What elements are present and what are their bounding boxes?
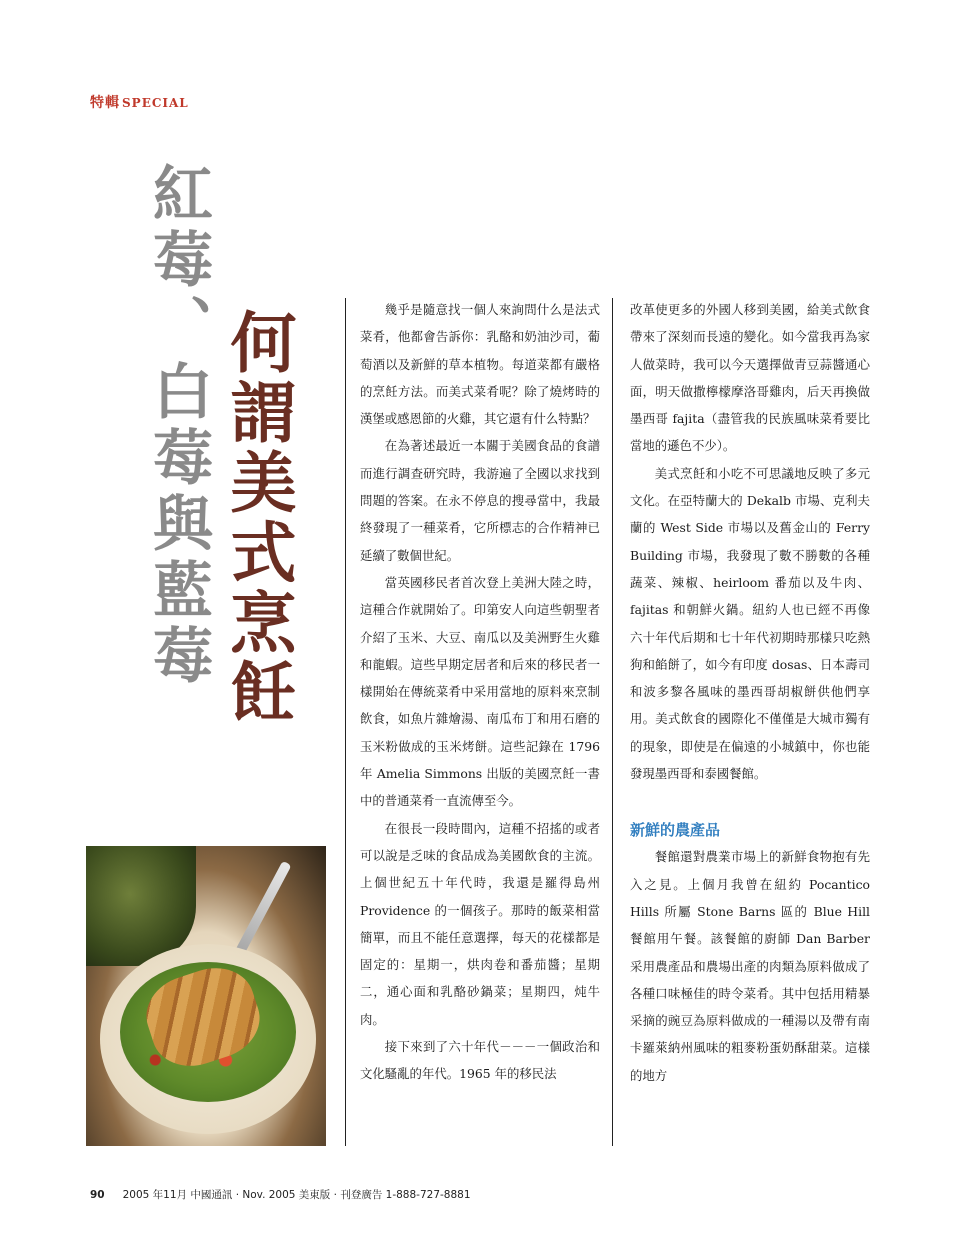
paragraph: 在很長一段時間內，這種不招搖的或者可以說是乏味的食品成為美國飲食的主流。上個世紀五十年代時，我還是羅得島州 Providence 的一個孩子。那時的飯菜相當簡單，而且不能任意選擇，每天的花樣都是固定的：星期一，烘肉卷和番茄醬；星期二，通心面和乳酪砂鍋菜；星期四，炖牛肉。: [360, 820, 600, 1027]
paragraph: 改革使更多的外國人移到美國，給美式飲食帶來了深刻而長遠的變化。如今當我再為家人做菜時，我可以今天選擇做青豆蒜醬通心面，明天做撒檸檬摩洛哥雞肉，后天再換做墨西哥 fajita（盡管我的民族風味菜肴要比當地的遜色不少）。: [630, 302, 870, 454]
food-photo: [86, 846, 326, 1146]
paragraph: 餐館還對農業市場上的新鮮食物抱有先入之見。上個月我曾在紐約 Pocantico Hills 所屬 Stone Barns 區的 Blue Hill 餐館用午餐。該餐館的廚師 Dan Barber 采用農產品和農場出產的肉類為原料做成了各種口味極佳的時令菜肴。其中包括用精暴采摘的豌豆為原料做成的一種湯以及帶有南卡羅萊納州風味的粗麥粉蛋奶酥甜菜。這樣的地方: [630, 849, 870, 1083]
article-column-2: [630, 296, 870, 1089]
paragraph: 美式烹飪和小吃不可思議地反映了多元文化。在亞特蘭大的 Dekalb 市場、克利夫蘭的 West Side 市場以及舊金山的 Ferry Building 市場，我發現了數不勝數的各種蔬菜、辣椒、heirloom 番茄以及牛肉、fajitas 和朝鮮火鍋。紐約人也已經不再像六十年代后期和七十年代初期時那樣只吃熱狗和餡餅了，如今有印度 dosas、日本壽司和波多黎各風味的墨西哥胡椒餅供他們享用。美式飲食的國際化不僅僅是大城市獨有的現象，即使是在偏遠的小城鎮中，你也能發現墨西哥和泰國餐館。: [630, 465, 870, 782]
title-berries: 紅莓、白莓與藍莓: [143, 162, 213, 690]
subheading: 新鮮的農產品: [630, 821, 721, 840]
column-divider-right: [612, 298, 613, 1146]
footer-text: 2005 年11月 中國通訊 · Nov. 2005 美東版 · 刊登廣告 1-888-727-8881: [122, 1189, 471, 1201]
page-number: 90: [90, 1189, 105, 1201]
paragraph: 在為著述最近一本關于美國食品的食譜而進行調查研究時，我游遍了全國以求找到問題的答案。在永不停息的搜尋當中，我最終發現了一種菜肴，它所標志的合作精神已延續了數個世紀。: [360, 438, 600, 563]
page-footer: [90, 1187, 471, 1202]
title-american-cooking: 何謂美式烹飪: [219, 308, 297, 728]
section-tag: [90, 92, 189, 112]
paragraph: 接下來到了六十年代－－－一個政治和文化騷亂的年代。1965 年的移民法: [360, 1039, 600, 1082]
article-column-1: [360, 296, 600, 1088]
paragraph: 幾乎是隨意找一個人來詢問什么是法式菜肴，他都會告訴你：乳酪和奶油沙司，葡萄酒以及新鮮的草本植物。每道菜都有嚴格的烹飪方法。而美式菜肴呢？除了燒烤時的漢堡或感恩節的火雞，其它還有什么特點？: [360, 302, 600, 427]
paragraph: 當英國移民者首次登上美洲大陸之時，這種合作就開始了。印第安人向這些朝聖者介紹了玉米、大豆、南瓜以及美洲野生火雞和龍蝦。這些早期定居者和后來的移民者一樣開始在傳統菜肴中采用當地的原料來烹制飲食，如魚片雜燴湯、南瓜布丁和用石磨的玉米粉做成的玉米烤餅。這些記錄在 1796 年 Amelia Simmons 出版的美國烹飪一書中的普通菜肴一直流傳至今。: [360, 574, 600, 809]
column-divider-left: [345, 298, 346, 1146]
section-tag-zh: 特輯: [90, 95, 120, 111]
section-tag-en: SPECIAL: [122, 96, 189, 110]
